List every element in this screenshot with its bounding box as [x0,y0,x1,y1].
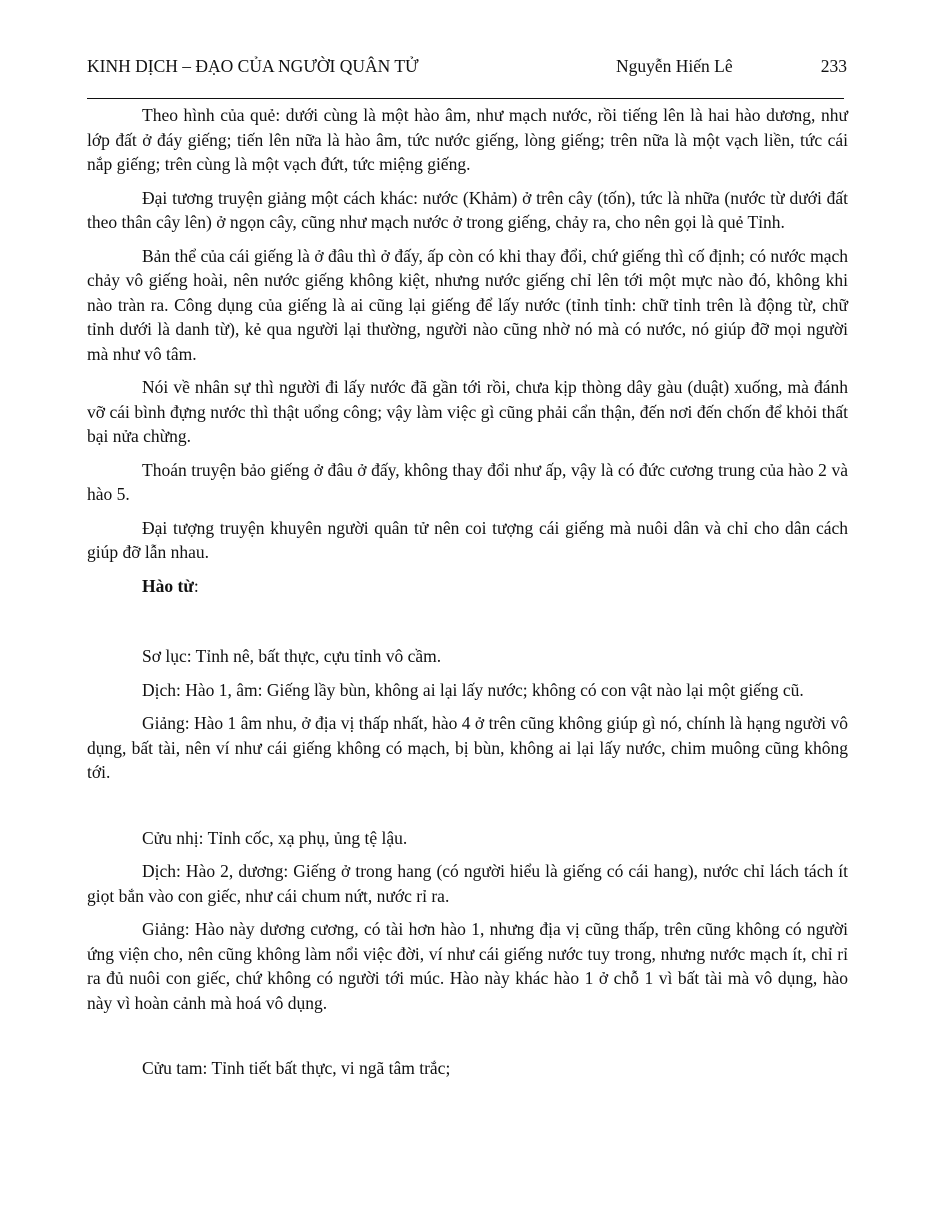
line-cuu-nhi-giang: Giảng: Hào này dương cương, có tài hơn hào 1, nhưng địa vị cũng thấp, trên cũng không có người ứng viện cho, nên cũng không làm nổi việc đời, ví như cái giếng nước tuy trong, nhưng nước mạch ít, chỉ rỉ ra đủ nuôi con giếc, chứ không có người tới múc. Hào này khác hào 1 ở chỗ 1 vì bất tài mà vô dụng, hào này vì hoàn cảnh mà hoá vô dụng. [87,919,848,1013]
hao-tu-label: Hào từ [142,575,194,596]
line-so-luc-giang: Giảng: Hào 1 âm nhu, ở địa vị thấp nhất, hào 4 ở trên cũng không giúp gì nó, chính là hạng người vô dụng, bất tài, nên ví như cái giếng không có mạch, bị bùn, không ai lại lấy nước, chim muông cũng không tới. [87,713,849,782]
paragraph-dai-tuong-truyen: Đại tương truyện giảng một cách khác: nước (Khảm) ở trên cây (tốn), tức là nhữa (nước từ dưới đất theo thân cây lên) ở ngọn cây, cũng như mạch nước ở trong giếng, chảy ra, cho nên gọi là quẻ Tỉnh. [87,187,848,232]
line-cuu-nhi: Cửu nhị: Tỉnh cốc, xạ phụ, ủng tệ lậu. [142,827,408,848]
header-divider [87,98,844,99]
line-so-luc: Sơ lục: Tỉnh nê, bất thực, cựu tỉnh vô cầm. [142,646,442,666]
page-header [87,56,847,80]
paragraph-thoan-truyen: Thoán truyện bảo giếng ở đâu ở đấy, không thay đổi như ấp, vậy là có đức cương trung của hào 2 và hào 5. [87,459,848,504]
paragraph-nhan-su: Nói về nhân sự thì người đi lấy nước đã gần tới rồi, chưa kịp thòng dây gàu (duật) xuống, mà đánh vỡ cái bình đựng nước thì thật uổng công; vậy làm việc gì cũng phải cẩn thận, đến nơi đến chốn để khỏi thất bại nửa chừng. [87,377,848,446]
paragraph-que-shape: Theo hình của quẻ: dưới cùng là một hào âm, như mạch nước, rồi tiếng lên là hai hào dương, như lớp đất ở đáy giếng; tiến lên nữa là hào âm, tức nước giếng, lòng giếng; trên nữa là một vạch liền, tức cái nắp giếng; trên cùng là một vạch đứt, tức miệng giếng. [87,105,848,174]
hao-tu-heading [87,574,848,599]
author-name: Nguyễn Hiến Lê [616,56,733,76]
line-cuu-nhi-dich: Dịch: Hào 2, dương: Giếng ở trong hang (có người hiểu là giếng có cái hang), nước chỉ lách tách ít giọt bắn vào con giếc, như cái chum nứt, nước rỉ ra. [87,861,848,906]
page-number: 233 [820,56,847,76]
line-cuu-tam: Cửu tam: Tỉnh tiết bất thực, vi ngã tâm trắc; [142,1058,451,1078]
paragraph-dai-tuong-khuyen: Đại tượng truyện khuyên người quân tử nên coi tượng cái giếng mà nuôi dân và chỉ cho dân cách giúp đỡ lẫn nhau. [87,517,848,562]
hao-tu-colon: : [193,575,199,596]
paragraph-ban-the: Bản thể của cái giếng là ở đâu thì ở đấy, ấp còn có khi thay đổi, chứ giếng thì cố định; có nước mạch chảy vô giếng hoài, nên nước giếng không kiệt, nhưng nước giếng chỉ lên tới một mực nào đó, không khi nào tràn ra. Công dụng của giếng là ai cũng lại giếng để lấy nước (tỉnh tỉnh: chữ tỉnh trên là động từ, chữ tỉnh dưới là danh từ), kẻ qua người lại thường, người nào cũng nhờ nó mà có nước, nó giúp đỡ mọi người mà như vô tâm. [87,245,848,364]
page-body [87,103,848,1090]
book-title: KINH DỊCH – ĐẠO CỦA NGƯỜI QUÂN TỬ [87,56,419,76]
line-so-luc-dich: Dịch: Hào 1, âm: Giếng lầy bùn, không ai lại lấy nước; không có con vật nào lại một giếng cũ. [142,679,804,700]
